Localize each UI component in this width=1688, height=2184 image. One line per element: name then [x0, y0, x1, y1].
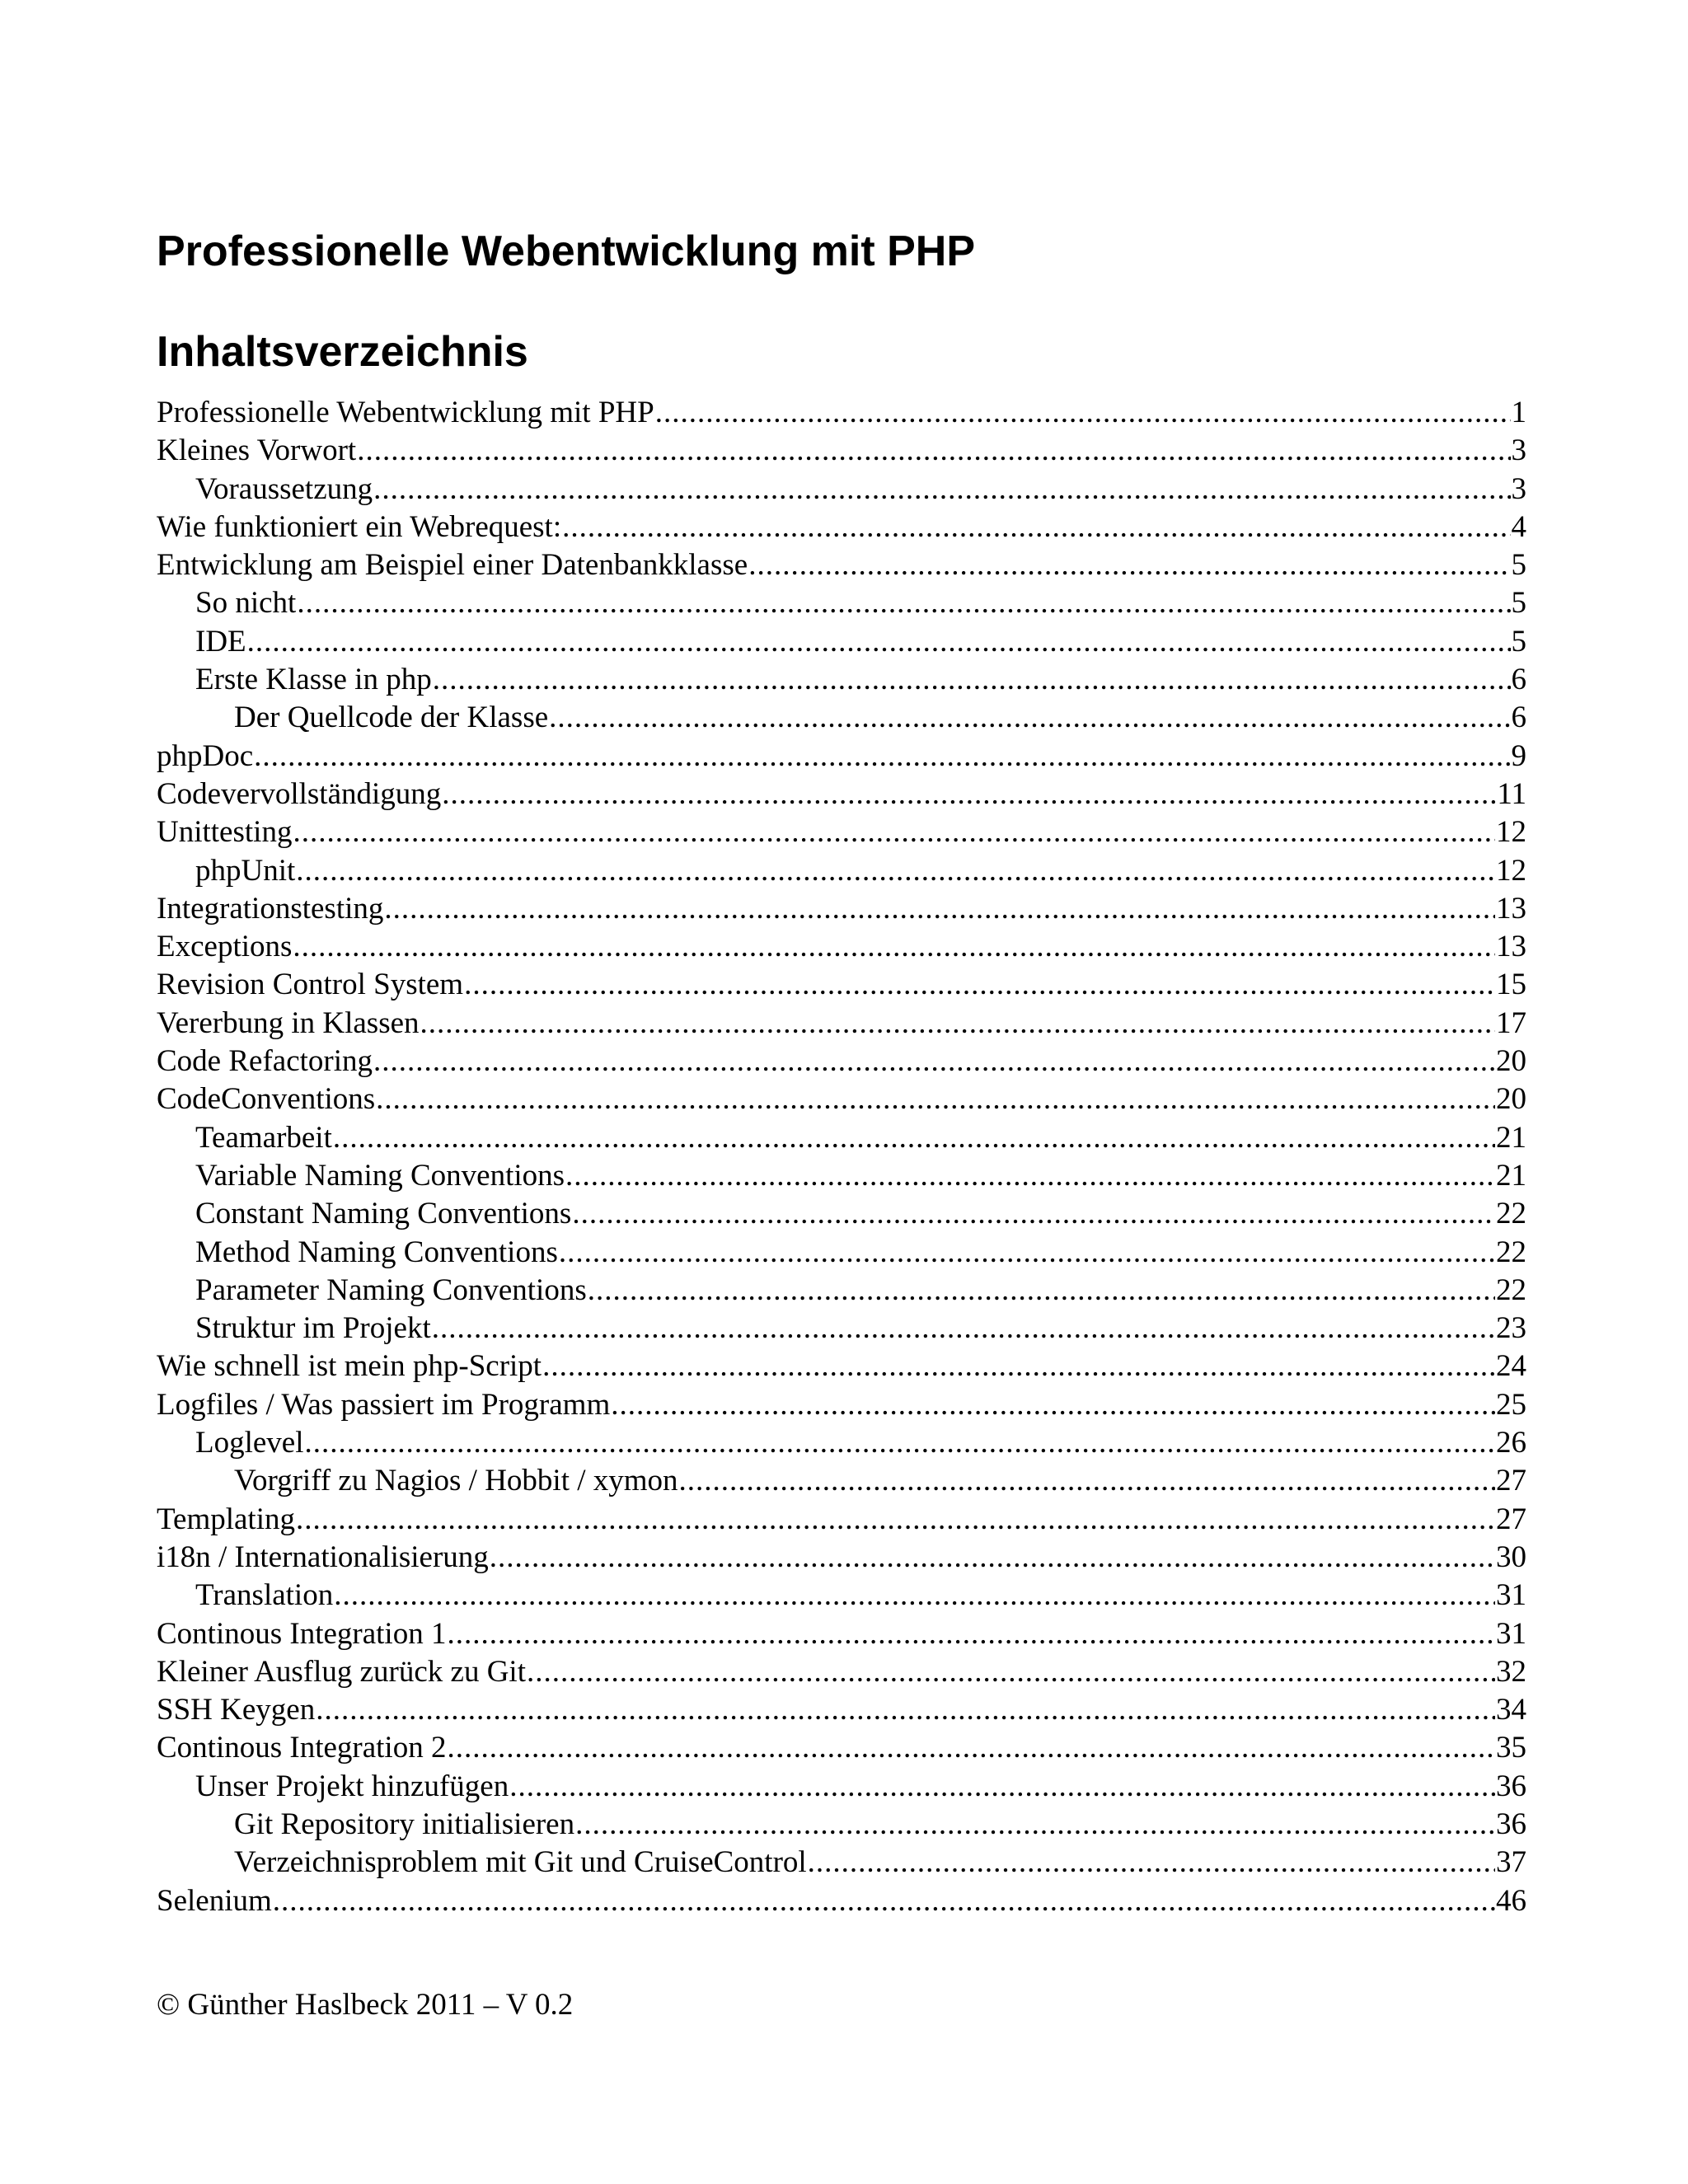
toc-entry-label: Parameter Naming Conventions: [195, 1272, 587, 1307]
toc-entry[interactable]: [157, 1806, 1526, 1844]
toc-entry-label: Git Repository initialisieren: [234, 1807, 575, 1841]
toc-dot-leader: [509, 1768, 1495, 1806]
toc-entry-page-number: 1: [1511, 396, 1526, 429]
toc-dot-leader: [420, 1005, 1495, 1043]
toc-dot-leader: [588, 1272, 1495, 1310]
toc-entry-label: Codevervollständigung: [157, 776, 442, 811]
toc-entry-label: Erste Klasse in php: [195, 663, 432, 697]
toc-entry-page-number: 5: [1511, 586, 1526, 621]
toc-dot-leader: [254, 738, 1510, 776]
toc-entry-page-number: 37: [1496, 1845, 1526, 1880]
toc-dot-leader: [333, 1119, 1495, 1157]
toc-entry-page-number: 32: [1496, 1654, 1526, 1689]
toc-entry-label: SSH Keygen: [157, 1693, 316, 1727]
toc-dot-leader: [679, 1462, 1495, 1500]
toc-entry[interactable]: [157, 1768, 1526, 1806]
toc-dot-leader: [565, 1157, 1495, 1195]
toc-entry-label: Templating: [157, 1502, 295, 1536]
toc-entry[interactable]: [157, 1501, 1526, 1539]
toc-entry[interactable]: [157, 394, 1526, 432]
toc-dot-leader: [490, 1539, 1495, 1577]
toc-entry-label: Unser Projekt hinzufügen: [195, 1769, 509, 1803]
toc-dot-leader: [296, 852, 1495, 890]
toc-entry-label: phpUnit: [195, 853, 296, 888]
toc-entry-page-number: 3: [1511, 434, 1526, 468]
toc-entry[interactable]: [157, 813, 1526, 851]
toc-dot-leader: [808, 1844, 1495, 1882]
toc-dot-leader: [384, 890, 1495, 928]
toc-entry-label: Code Refactoring: [157, 1044, 373, 1079]
toc-entry-label: Struktur im Projekt: [195, 1311, 431, 1346]
toc-dot-leader: [527, 1653, 1495, 1691]
toc-entry-page-number: 31: [1496, 1616, 1526, 1651]
toc-entry-page-number: 27: [1496, 1464, 1526, 1498]
toc-entry-label: Constant Naming Conventions: [195, 1197, 572, 1231]
toc-entry[interactable]: [157, 1653, 1526, 1691]
toc-entry[interactable]: [157, 1577, 1526, 1615]
toc-entry-page-number: 9: [1511, 738, 1526, 773]
toc-entry-page-number: 36: [1496, 1769, 1526, 1803]
toc-dot-leader: [316, 1691, 1495, 1729]
toc-entry-label: Entwicklung am Beispiel einer Datenbankklasse: [157, 548, 748, 583]
toc-dot-leader: [293, 813, 1495, 851]
toc-dot-leader: [572, 1195, 1495, 1233]
toc-entry[interactable]: [157, 1310, 1526, 1347]
toc-dot-leader: [447, 1729, 1495, 1767]
toc-entry-label: CodeConventions: [157, 1082, 376, 1117]
toc-entry-page-number: 6: [1511, 701, 1526, 735]
toc-entry-label: So nicht: [195, 586, 297, 621]
toc-dot-leader: [447, 1615, 1495, 1653]
toc-entry-page-number: 21: [1496, 1158, 1526, 1193]
toc-entry[interactable]: [157, 546, 1526, 584]
toc-dot-leader: [357, 432, 1510, 470]
toc-entry[interactable]: [157, 1539, 1526, 1577]
toc-entry-page-number: 12: [1496, 815, 1526, 850]
toc-entry-label: Verzeichnisproblem mit Git und CruiseControl: [234, 1845, 807, 1880]
toc-entry-label: Kleines Vorwort: [157, 434, 357, 468]
toc-dot-leader: [442, 776, 1496, 813]
toc-entry-page-number: 36: [1496, 1807, 1526, 1841]
toc-entry-page-number: 23: [1496, 1311, 1526, 1346]
toc-entry[interactable]: [157, 890, 1526, 928]
toc-entry-label: Variable Naming Conventions: [195, 1158, 565, 1193]
toc-entry[interactable]: [157, 738, 1526, 776]
toc-entry-label: Continous Integration 1: [157, 1616, 447, 1651]
toc-entry[interactable]: [157, 1080, 1526, 1118]
toc-entry-page-number: 15: [1496, 968, 1526, 1002]
toc-entry-page-number: 17: [1496, 1005, 1526, 1040]
toc-entry[interactable]: [157, 928, 1526, 966]
toc-entry-page-number: 3: [1511, 471, 1526, 506]
toc-entry[interactable]: [157, 432, 1526, 470]
toc-dot-leader: [559, 1234, 1495, 1272]
toc-dot-leader: [373, 1043, 1495, 1080]
toc-entry-page-number: 21: [1496, 1120, 1526, 1155]
toc-entry[interactable]: [157, 1691, 1526, 1729]
toc-entry[interactable]: [157, 1462, 1526, 1500]
toc-dot-leader: [655, 394, 1511, 432]
toc-entry[interactable]: [157, 1844, 1526, 1882]
toc-dot-leader: [273, 1882, 1495, 1920]
toc-entry[interactable]: [157, 1272, 1526, 1310]
toc-entry-page-number: 5: [1511, 624, 1526, 658]
table-of-contents: [157, 394, 1526, 1920]
toc-entry-label: Selenium: [157, 1883, 272, 1918]
toc-entry[interactable]: [157, 509, 1526, 546]
toc-entry-page-number: 30: [1496, 1540, 1526, 1574]
toc-entry-label: Logfiles / Was passiert im Programm: [157, 1387, 611, 1422]
toc-entry-label: Revision Control System: [157, 968, 464, 1002]
toc-entry-page-number: 11: [1497, 776, 1526, 811]
document-title: Professionelle Webentwicklung mit PHP: [157, 227, 976, 275]
toc-dot-leader: [296, 1501, 1495, 1539]
toc-dot-leader: [542, 1347, 1495, 1385]
toc-entry-label: Wie schnell ist mein php-Script: [157, 1349, 542, 1384]
toc-entry-page-number: 13: [1496, 930, 1526, 964]
toc-entry-page-number: 22: [1496, 1235, 1526, 1269]
toc-entry[interactable]: [157, 623, 1526, 661]
toc-entry-page-number: 22: [1496, 1272, 1526, 1307]
toc-entry-page-number: 12: [1496, 853, 1526, 888]
toc-entry-label: Method Naming Conventions: [195, 1235, 558, 1269]
toc-entry-page-number: 46: [1496, 1883, 1526, 1918]
toc-entry[interactable]: [157, 1157, 1526, 1195]
toc-entry[interactable]: [157, 1234, 1526, 1272]
toc-entry[interactable]: [157, 1882, 1526, 1920]
toc-entry-label: Exceptions: [157, 930, 293, 964]
toc-entry-label: Continous Integration 2: [157, 1731, 447, 1765]
toc-entry-page-number: 13: [1496, 891, 1526, 926]
toc-entry-label: i18n / Internationalisierung: [157, 1540, 489, 1574]
toc-entry-page-number: 27: [1496, 1502, 1526, 1536]
toc-dot-leader: [575, 1806, 1495, 1844]
toc-dot-leader: [293, 928, 1495, 966]
toc-entry-label: Voraussetzung: [195, 471, 373, 506]
toc-entry[interactable]: [157, 1424, 1526, 1462]
toc-dot-leader: [432, 1310, 1495, 1347]
toc-entry[interactable]: [157, 661, 1526, 699]
toc-entry-label: Vorgriff zu Nagios / Hobbit / xymon: [234, 1464, 678, 1498]
toc-entry[interactable]: [157, 1195, 1526, 1233]
toc-entry[interactable]: [157, 966, 1526, 1004]
toc-entry-label: Integrationstesting: [157, 891, 384, 926]
toc-entry[interactable]: [157, 1043, 1526, 1080]
toc-dot-leader: [464, 966, 1495, 1004]
toc-entry-page-number: 31: [1496, 1578, 1526, 1613]
toc-dot-leader: [305, 1424, 1495, 1462]
toc-entry-label: Kleiner Ausflug zurück zu Git: [157, 1654, 526, 1689]
toc-entry[interactable]: [157, 1119, 1526, 1157]
toc-entry-page-number: 22: [1496, 1197, 1526, 1231]
toc-entry[interactable]: [157, 776, 1526, 813]
toc-dot-leader: [297, 584, 1510, 622]
toc-dot-leader: [549, 699, 1510, 737]
toc-dot-leader: [433, 661, 1511, 699]
toc-entry[interactable]: [157, 1729, 1526, 1767]
toc-entry-label: Professionelle Webentwicklung mit PHP: [157, 396, 654, 429]
toc-entry-page-number: 4: [1511, 509, 1526, 544]
toc-entry-label: Loglevel: [195, 1426, 304, 1460]
toc-entry-page-number: 25: [1496, 1387, 1526, 1422]
toc-entry-label: IDE: [195, 624, 246, 658]
toc-entry-page-number: 6: [1511, 663, 1526, 697]
toc-entry-page-number: 34: [1496, 1693, 1526, 1727]
toc-entry[interactable]: [157, 1615, 1526, 1653]
toc-entry[interactable]: [157, 584, 1526, 622]
toc-dot-leader: [334, 1577, 1495, 1615]
toc-dot-leader: [611, 1386, 1495, 1424]
toc-entry-label: Unittesting: [157, 815, 293, 850]
toc-dot-leader: [376, 1080, 1495, 1118]
toc-dot-leader: [748, 546, 1510, 584]
toc-entry-page-number: 26: [1496, 1426, 1526, 1460]
toc-entry[interactable]: [157, 1347, 1526, 1385]
toc-entry-label: Der Quellcode der Klasse: [234, 701, 549, 735]
toc-entry-label: phpDoc: [157, 738, 254, 773]
toc-entry[interactable]: [157, 852, 1526, 890]
toc-heading: Inhaltsverzeichnis: [157, 328, 528, 376]
toc-dot-leader: [562, 509, 1510, 546]
toc-entry-label: Wie funktioniert ein Webrequest:: [157, 509, 562, 544]
toc-entry[interactable]: [157, 699, 1526, 737]
toc-entry-label: Vererbung in Klassen: [157, 1005, 420, 1040]
toc-entry-page-number: 24: [1496, 1349, 1526, 1384]
toc-entry[interactable]: [157, 1386, 1526, 1424]
toc-entry-page-number: 20: [1496, 1082, 1526, 1117]
toc-entry-page-number: 5: [1511, 548, 1526, 583]
toc-entry-label: Translation: [195, 1578, 334, 1613]
toc-entry[interactable]: [157, 1005, 1526, 1043]
toc-entry[interactable]: [157, 471, 1526, 509]
toc-dot-leader: [373, 471, 1510, 509]
toc-entry-page-number: 35: [1496, 1731, 1526, 1765]
copyright-footer: © Günther Haslbeck 2011 – V 0.2: [157, 1988, 574, 2022]
toc-dot-leader: [247, 623, 1511, 661]
toc-entry-page-number: 20: [1496, 1044, 1526, 1079]
toc-entry-label: Teamarbeit: [195, 1120, 332, 1155]
